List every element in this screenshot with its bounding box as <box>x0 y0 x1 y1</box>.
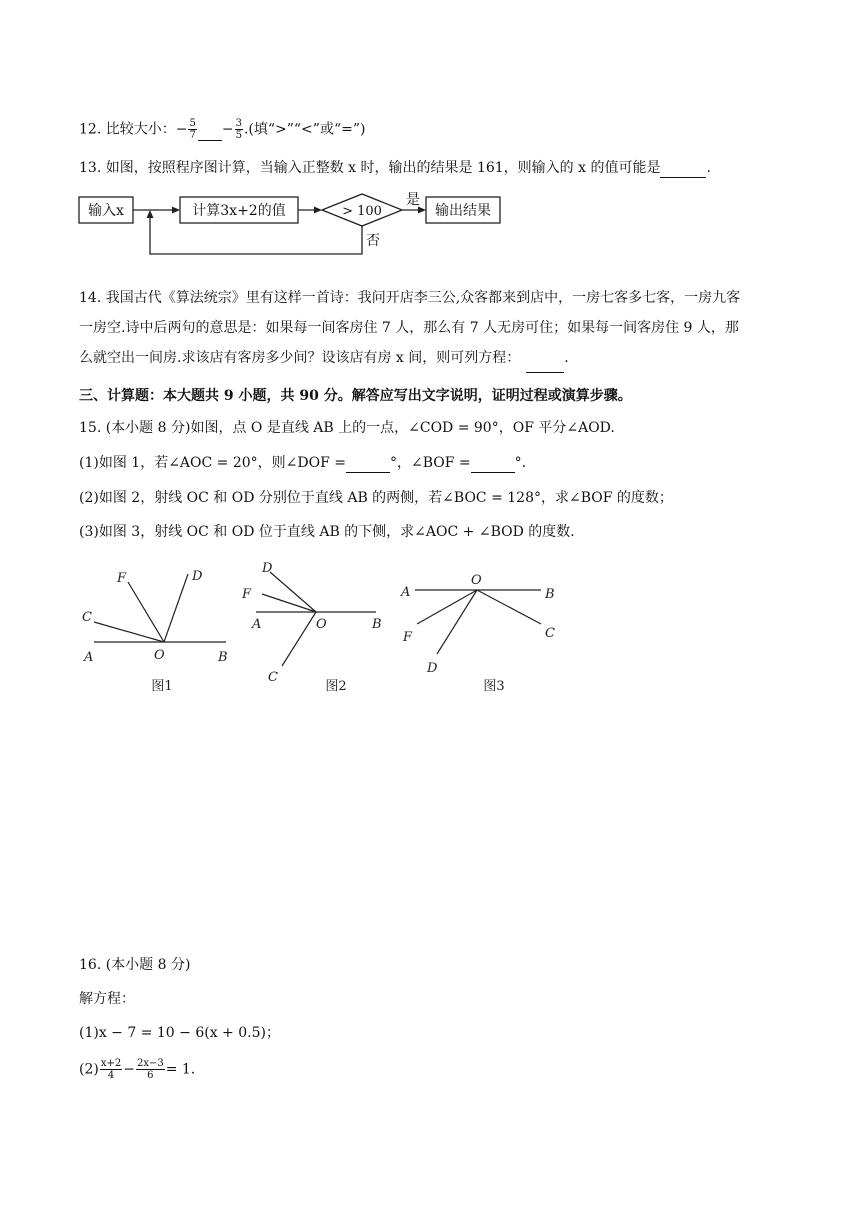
q15-stem: 15. (本小题 8 分)如图，点 O 是直线 AB 上的一点，∠COD = 90°，OF 平分∠AOD. <box>79 420 615 436</box>
q16-stem: 16. (本小题 8 分) <box>79 957 191 973</box>
flow-output-label: 输出结果 <box>435 203 491 219</box>
fig3-label-d: D <box>427 661 438 676</box>
q16-equation-1: (1)x − 7 = 10 − 6(x + 0.5)； <box>79 1025 280 1041</box>
fig2-label-f: F <box>242 587 252 602</box>
question-13 <box>79 158 711 178</box>
q13-answer-blank <box>660 161 706 178</box>
q12-prefix: 12. 比较大小：− <box>79 121 188 138</box>
q12-answer-blank <box>198 124 222 141</box>
q16-equation-2 <box>79 1058 195 1081</box>
q14-end: . <box>564 350 569 366</box>
q14-line-3-text: 么就空出一间房.求该店有客房多少间？设该店有房 x 间，则可列方程： <box>79 350 521 366</box>
flowchart <box>70 186 510 266</box>
fig1-label-c: C <box>82 610 92 625</box>
q12-suffix: .(填“>”“<”或“=”) <box>243 121 366 138</box>
fig3-label-a: A <box>401 585 411 600</box>
q12-fraction-2 <box>235 118 243 141</box>
q15-p1c: °. <box>514 455 527 471</box>
flow-no-label: 否 <box>366 233 380 249</box>
fig2-caption: 图2 <box>325 679 347 694</box>
fig1-label-a: A <box>84 650 94 665</box>
flow-yes-label: 是 <box>406 192 420 208</box>
q16-instruction: 解方程： <box>79 991 135 1007</box>
q12-mid: − <box>221 121 234 138</box>
q12-frac1-num: 5 <box>189 118 196 129</box>
q16-e2-f2-den: 6 <box>147 1070 154 1081</box>
flow-input-label: 输入x <box>88 203 124 219</box>
q16-e2-suffix: = 1. <box>165 1061 196 1078</box>
q16-e2-minus: − <box>123 1061 135 1078</box>
fig3-label-b: B <box>545 587 555 602</box>
fig1-label-o: O <box>154 648 165 663</box>
q15-part-2: (2)如图 2，射线 OC 和 OD 分别位于直线 AB 的两侧，若∠BOC = 128°，求∠BOF 的度数； <box>79 490 673 506</box>
q16-e2-fraction-1 <box>100 1058 122 1081</box>
flow-condition-label: > 100 <box>342 204 382 219</box>
q13-text: 13. 如图，按照程序图计算，当输入正整数 x 时，输出的结果是 161，则输入的 x 的值可能是 <box>79 160 661 176</box>
fig2-label-a: A <box>252 617 262 632</box>
flow-compute-label: 计算3x+2的值 <box>192 203 286 219</box>
fig2-label-c: C <box>268 670 278 685</box>
q16-e2-prefix: (2) <box>79 1061 99 1078</box>
q15-part-3: (3)如图 3，射线 OC 和 OD 位于直线 AB 的下侧，求∠AOC + ∠BOD 的度数. <box>79 524 575 540</box>
figure-1 <box>78 560 238 700</box>
q15-blank-dof <box>346 456 390 473</box>
fig2-label-d: D <box>262 561 273 576</box>
fig1-label-f: F <box>117 571 127 586</box>
fig3-label-o: O <box>471 573 482 588</box>
q12-frac1-den: 7 <box>189 130 196 141</box>
fig3-caption: 图3 <box>483 679 505 694</box>
fig3-label-c: C <box>545 626 555 641</box>
q15-blank-bof <box>471 456 515 473</box>
q16-e2-f1-num: x+2 <box>100 1058 122 1069</box>
q16-e2-f2-num: 2x−3 <box>136 1058 164 1069</box>
fig3-label-f: F <box>403 630 413 645</box>
figure-2 <box>240 558 390 700</box>
q15-p1b: °，∠BOF = <box>390 455 471 471</box>
q16-e2-fraction-2 <box>136 1058 165 1081</box>
q14-line-3 <box>79 343 794 373</box>
fig1-label-d: D <box>192 569 203 584</box>
fig1-label-b: B <box>218 650 228 665</box>
q16-e2-f1-den: 4 <box>107 1070 115 1081</box>
fig2-label-b: B <box>372 617 382 632</box>
section-3-heading: 三、计算题：本大题共 9 小题，共 90 分。解答应写出文字说明，证明过程或演算步骤。 <box>79 388 632 404</box>
q12-frac2-den: 5 <box>235 130 242 141</box>
question-14 <box>79 283 794 373</box>
q14-line-2: 一房空.诗中后两句的意思是：如果每一间客房住 7 人，那么有 7 人无房可住；如果每一间客房住 9 人，那 <box>79 320 739 336</box>
q12-fraction-1 <box>188 118 196 141</box>
fig2-label-o: O <box>316 617 327 632</box>
q14-answer-blank <box>526 356 564 373</box>
q14-line-1: 14. 我国古代《算法统宗》里有这样一首诗：我问开店李三公,众客都来到店中，一房七客多七客，一房九客 <box>79 290 741 306</box>
figure-3 <box>395 566 570 700</box>
fig1-caption: 图1 <box>151 679 173 694</box>
q12-frac2-num: 3 <box>235 118 242 129</box>
q15-part-1 <box>79 453 526 473</box>
q13-end: . <box>706 160 711 176</box>
question-12 <box>79 118 365 141</box>
q15-p1a: (1)如图 1，若∠AOC = 20°，则∠DOF = <box>79 455 346 471</box>
